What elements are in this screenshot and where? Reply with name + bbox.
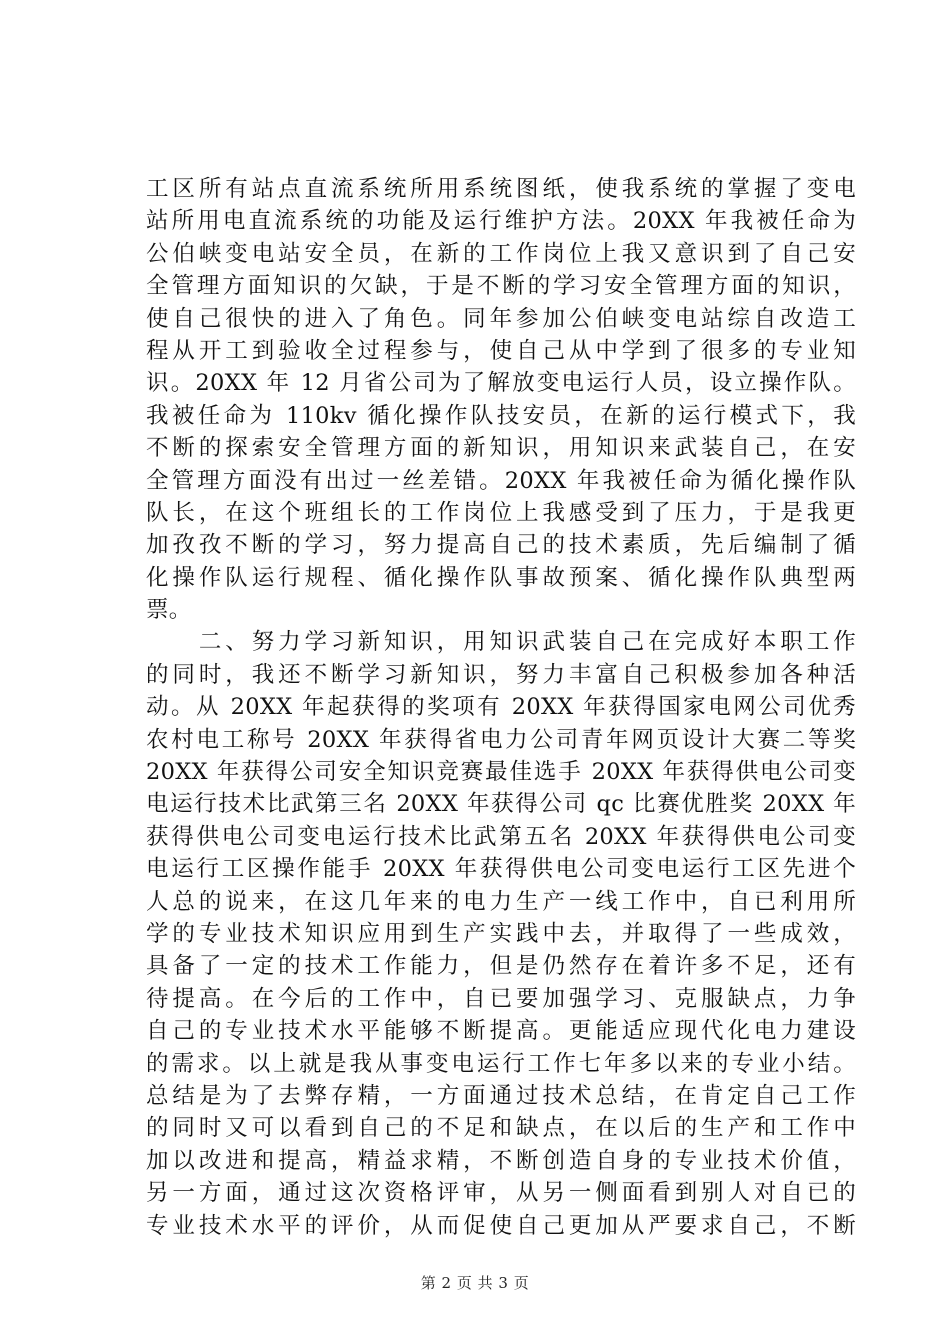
text-line: 程从开工到验收全过程参与，使自己从中学到了很多的专业知 (146, 337, 856, 364)
text-line: 农村电工称号 20XX 年获得省电力公司青年网页设计大赛二等奖 (146, 726, 856, 753)
text-line: 人总的说来，在这几年来的电力生产一线工作中，自已利用所 (146, 888, 856, 915)
text-line: 公伯峡变电站安全员，在新的工作岗位上我又意识到了自己安 (146, 240, 856, 267)
body-text (146, 173, 856, 1242)
text-line: 的同时又可以看到自己的不足和缺点，在以后的生产和工作中 (146, 1115, 856, 1142)
text-line: 的需求。以上就是我从事变电运行工作七年多以来的专业小结。 (146, 1050, 856, 1077)
text-line: 专业技术水平的评价，从而促使自己更加从严要求自己，不断 (146, 1212, 856, 1239)
text-line: 队长，在这个班组长的工作岗位上我感受到了压力，于是我更 (146, 499, 856, 526)
text-line: 全管理方面没有出过一丝差错。20XX 年我被任命为循化操作队 (146, 467, 856, 494)
text-line: 识。20XX 年 12 月省公司为了解放变电运行人员，设立操作队。 (146, 370, 856, 397)
text-line: 电运行技术比武第三名 20XX 年获得公司 qc 比赛优胜奖 20XX 年 (146, 791, 856, 818)
text-line: 化操作队运行规程、循化操作队事故预案、循化操作队典型两 (146, 564, 856, 591)
text-line: 自己的专业技术水平能够不断提高。更能适应现代化电力建设 (146, 1018, 856, 1045)
text-line: 全管理方面知识的欠缺，于是不断的学习安全管理方面的知识， (146, 273, 856, 300)
text-line: 待提高。在今后的工作中，自已要加强学习、克服缺点，力争 (146, 985, 856, 1012)
text-line: 加孜孜不断的学习，努力提高自己的技术素质，先后编制了循 (146, 532, 856, 559)
page-footer: 第 2 页 共 3 页 (420, 1274, 530, 1292)
text-line: 使自己很快的进入了角色。同年参加公伯峡变电站综自改造工 (146, 305, 856, 332)
text-line: 电运行工区操作能手 20XX 年获得供电公司变电运行工区先进个 (146, 856, 856, 883)
text-line: 我被任命为 110kv 循化操作队技安员，在新的运行模式下，我 (146, 402, 856, 429)
text-line: 另一方面，通过这次资格评审，从另一侧面看到别人对自已的 (146, 1180, 856, 1207)
text-line: 的同时，我还不断学习新知识，努力丰富自己积极参加各种活 (146, 661, 856, 688)
text-line: 票。 (146, 597, 192, 624)
text-line: 20XX 年获得公司安全知识竞赛最佳选手 20XX 年获得供电公司变 (146, 759, 856, 786)
text-line: 二、努力学习新知识，用知识武装自己在完成好本职工作 (146, 629, 856, 656)
text-line: 不断的探索安全管理方面的新知识，用知识来武装自己，在安 (146, 435, 856, 462)
text-line: 具备了一定的技术工作能力，但是仍然存在着许多不足，还有 (146, 953, 856, 980)
text-line: 获得供电公司变电运行技术比武第五名 20XX 年获得供电公司变 (146, 823, 856, 850)
text-line: 动。从 20XX 年起获得的奖项有 20XX 年获得国家电网公司优秀 (146, 694, 856, 721)
text-line: 站所用电直流系统的功能及运行维护方法。20XX 年我被任命为 (146, 208, 856, 235)
text-line: 加以改进和提高，精益求精，不断创造自身的专业技术价值， (146, 1147, 856, 1174)
text-line: 工区所有站点直流系统所用系统图纸，使我系统的掌握了变电 (146, 176, 856, 202)
text-line: 学的专业技术知识应用到生产实践中去，并取得了一些成效， (146, 920, 856, 947)
text-line: 总结是为了去弊存精，一方面通过技术总结，在肯定自己工作 (146, 1082, 856, 1109)
